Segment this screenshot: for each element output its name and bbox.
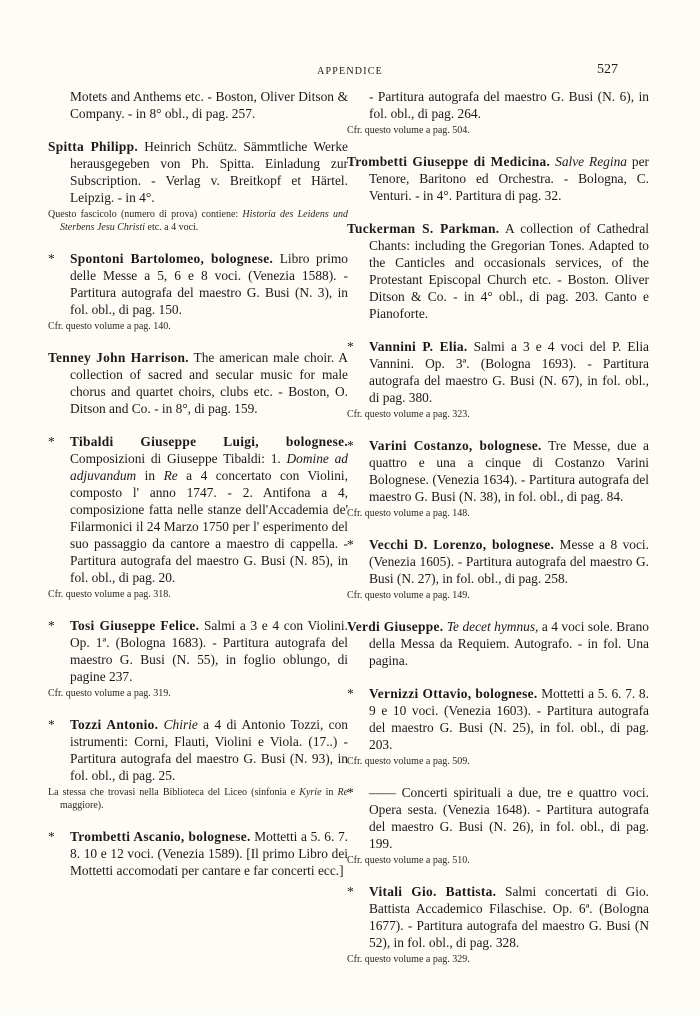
star-marker: * — [48, 829, 55, 844]
work-title: Domine ad adjuvandum — [70, 451, 348, 483]
star-marker: * — [347, 339, 354, 354]
cross-reference — [347, 408, 649, 421]
star-marker: * — [48, 251, 55, 266]
catalog-entry — [347, 88, 649, 137]
reference-text: Cfr. questo volume a pag. 148. — [347, 508, 470, 519]
entry-text — [347, 153, 649, 204]
entry-text — [347, 618, 649, 669]
cross-reference — [347, 953, 649, 966]
entry-description: A collection of Cathedral Chants: including the Gregorian Tones. Adapted to the Canticles and occasionals services, of the Protestant Episcopal Church etc. - Boston. Oliver Ditson & Co. - in 4° obl., di pag. 203. Canto e Pianoforte. — [369, 221, 649, 321]
entry-text — [48, 716, 348, 784]
cross-reference — [347, 124, 649, 137]
catalog-entry — [347, 784, 649, 867]
composer-name: Vannini P. Elia. — [369, 339, 468, 354]
entry-description: Salmi a 3 e 4 con Violini. Op. 1ª. (Bologna 1683). - Partitura autografa del maestro G. Busi (N. 55), in foglio oblungo, di pagine 237. — [70, 618, 348, 684]
composer-name: Tozzi Antonio. — [70, 717, 159, 732]
entry-text — [48, 617, 348, 685]
entry-description: a 4 concertato con Violini, composto l' anno 1747. - 2. Antifona a 4, composizione fatta nelle stanze dell'Accademia de' Filarmonici il 24 Marzo 1750 per l' esperimento del suo passaggio da cantore a maestro di cappella. - Partitura autografa del maestro G. Busi (N. 85), in fol. obl., di pag. 20. — [70, 468, 348, 585]
composer-name: Spontoni Bartolomeo, bolognese. — [70, 251, 274, 266]
composer-name: Vernizzi Ottavio, bolognese. — [369, 686, 538, 701]
entry-description: Composizioni di Giuseppe Tibaldi: 1. — [70, 451, 287, 466]
catalog-entry — [347, 618, 649, 669]
catalog-entry — [347, 338, 649, 421]
reference-text: Cfr. questo volume a pag. 149. — [347, 590, 470, 601]
cross-reference — [48, 687, 348, 700]
entry-text — [48, 250, 348, 318]
cross-reference — [347, 854, 649, 867]
star-marker: * — [347, 686, 354, 701]
entry-description: Messe a 8 voci. (Venezia 1605). - Partitura autografa del maestro G. Busi (N. 27), in fol. obl., di pag. 258. — [369, 537, 649, 586]
reference-text: Cfr. questo volume a pag. 318. — [48, 589, 171, 600]
catalog-entry — [48, 828, 348, 879]
entry-description: a 4 di Antonio Tozzi, con istrumenti: Corni, Flauti, Violini e Viola. (17..) - Partitura autografa del maestro G. Busi (N. 93), in fol. obl., di pag. 25. — [70, 717, 348, 783]
reference-text: Questo fascicolo (numero di prova) contiene: — [48, 209, 243, 220]
entry-text — [48, 88, 348, 122]
entry-description: per Tenore, Baritono ed Orchestra. - Bologna, C. Venturi. - in 4°. Partitura di pag. 32. — [369, 154, 649, 203]
composer-name: Spitta Philipp. — [48, 139, 139, 154]
composer-name: Vitali Gio. Battista. — [369, 884, 497, 899]
star-marker: * — [347, 537, 354, 552]
entry-description: Tre Messe, due a quattro e una a cinque di Costanzo Varini Bolognese. (Venezia 1634). - Partitura autografa del maestro G. Busi (N. 38), in fol. obl., di pag. 84. — [369, 438, 649, 504]
entry-description: Salmi a 3 e 4 voci del P. Elia Vannini. Op. 3ª. (Bologna 1693). - Partitura autografa del maestro G. Busi (N. 67), in fol. obl., di pag. 380. — [369, 339, 649, 405]
page-header — [0, 62, 700, 82]
catalog-entry — [48, 349, 348, 417]
catalog-entry — [347, 220, 649, 322]
catalog-entry — [347, 536, 649, 602]
entry-description: Mottetti a 5. 6. 7. 8. 10 e 12 voci. (Venezia 1589). [Il primo Libro dei Mottetti accomodati per cantare e far concerti ecc.] — [70, 829, 348, 878]
star-marker: * — [48, 618, 55, 633]
catalog-entry — [48, 433, 348, 601]
entry-description: Concerti spirituali a due, tre e quattro voci. Opera sesta. (Venezia 1648). - Partitura autografa del maestro G. Busi (N. 26), in fol. obl., di pag. 199. — [369, 785, 649, 851]
reference-text: Cfr. questo volume a pag. 319. — [48, 688, 171, 699]
reference-text: Cfr. questo volume a pag. 510. — [347, 855, 470, 866]
cross-reference — [347, 589, 649, 602]
composer-name: Trombetti Ascanio, bolognese. — [70, 829, 251, 844]
cross-reference — [48, 320, 348, 333]
reference-title: Re — [337, 787, 349, 798]
entry-description: Heinrich Schütz. Sämmtliche Werke herausgegeben von Ph. Spitta. Einladung zur Subscription. - Verlag v. Breitkopf et Härtel. Leipzig. - in 4°. — [70, 139, 348, 205]
reference-text: Cfr. questo volume a pag. 504. — [347, 125, 470, 136]
work-title: Chirie — [163, 717, 198, 732]
entry-text — [48, 349, 348, 417]
star-marker: * — [347, 785, 354, 800]
entry-text — [347, 338, 649, 406]
composer-name: Tuckerman S. Parkman. — [347, 221, 500, 236]
composer-name: Tibaldi Giuseppe Luigi, bolognese. — [70, 434, 348, 449]
reference-text: Cfr. questo volume a pag. 323. — [347, 409, 470, 420]
entry-text — [347, 784, 649, 852]
work-title: Te decet hymnus, — [446, 619, 539, 634]
entry-text — [347, 88, 649, 122]
star-marker: * — [347, 438, 354, 453]
running-title: APPENDICE — [317, 66, 383, 77]
catalog-entry — [48, 716, 348, 812]
page-number: 527 — [597, 62, 618, 77]
composer-name: Tenney John Harrison. — [48, 350, 189, 365]
left-column — [48, 88, 348, 895]
entry-description: Mottetti a 5. 6. 7. 8. 9 e 10 voci. (Venezia 1603). - Partitura autografa del maestro G. Busi (N. 25), in fol. obl., di pag. 203. — [369, 686, 649, 752]
composer-name: Vecchi D. Lorenzo, bolognese. — [369, 537, 555, 552]
catalog-entry — [48, 88, 348, 122]
entry-text — [48, 138, 348, 206]
catalog-entry — [347, 685, 649, 768]
entry-description: The american male choir. A collection of sacred and secular music for male chorus and quartet choirs, clubs etc. - Boston, O. Ditson and Co. - in 8°, di pag. 159. — [70, 350, 348, 416]
composer-name: Tosi Giuseppe Felice. — [70, 618, 200, 633]
entry-description: a 4 voci sole. Brano della Messa da Requiem. Autografo. - in fol. Una pagina. — [369, 619, 649, 668]
entry-text — [48, 828, 348, 879]
cross-reference — [48, 588, 348, 601]
star-marker: * — [48, 717, 55, 732]
entry-description: Salmi concertati di Gio. Battista Accademico Filaschise. Op. 6ª. (Bologna 1677). - Partitura autografa del maestro G. Busi (N 52), in fol. obl., di pag. 328. — [369, 884, 649, 950]
catalog-entry — [48, 250, 348, 333]
composer-name: —— — [369, 785, 396, 800]
entry-text — [48, 433, 348, 586]
key-name: Re — [163, 468, 178, 483]
cross-reference — [48, 786, 348, 812]
star-marker: * — [347, 884, 354, 899]
reference-title: Historia des Leidens und Sterbens Jesu Christi — [60, 209, 348, 233]
entry-description: in — [136, 468, 164, 483]
reference-text: in — [321, 787, 338, 798]
composer-name: Trombetti Giuseppe di Medicina. — [347, 154, 551, 169]
reference-title: Kyrie — [299, 787, 322, 798]
entry-description: Motets and Anthems etc. - Boston, Oliver Ditson & Company. - in 8° obl., di pag. 257. — [70, 89, 348, 121]
catalog-entry — [347, 437, 649, 520]
entry-text — [347, 883, 649, 951]
reference-text: La stessa che trovasi nella Biblioteca del Liceo (sinfonia e — [48, 787, 300, 798]
composer-name: Verdi Giuseppe. — [347, 619, 444, 634]
entry-text — [347, 220, 649, 322]
entry-text — [347, 685, 649, 753]
catalog-entry — [48, 617, 348, 700]
reference-text: etc. a 4 voci. — [145, 222, 199, 233]
composer-name: Varini Costanzo, bolognese. — [369, 438, 542, 453]
entry-description: - Partitura autografa del maestro G. Busi (N. 6), in fol. obl., di pag. 264. — [369, 89, 649, 121]
reference-text: Cfr. questo volume a pag. 140. — [48, 321, 171, 332]
reference-text: Cfr. questo volume a pag. 329. — [347, 954, 470, 965]
catalog-entry — [347, 153, 649, 204]
entry-text — [347, 437, 649, 505]
cross-reference — [48, 208, 348, 234]
right-column — [347, 88, 649, 982]
cross-reference — [347, 507, 649, 520]
cross-reference — [347, 755, 649, 768]
entry-text — [347, 536, 649, 587]
entry-description: Libro primo delle Messe a 5, 6 e 8 voci. (Venezia 1588). - Partitura autografa del maestro G. Busi (N. 3), in fol. obl., di pag. 150. — [70, 251, 348, 317]
catalog-entry — [48, 138, 348, 234]
reference-text: maggiore). — [60, 800, 104, 811]
reference-text: Cfr. questo volume a pag. 509. — [347, 756, 470, 767]
work-title: Salve Regina — [555, 154, 627, 169]
star-marker: * — [48, 434, 55, 449]
catalog-entry — [347, 883, 649, 966]
